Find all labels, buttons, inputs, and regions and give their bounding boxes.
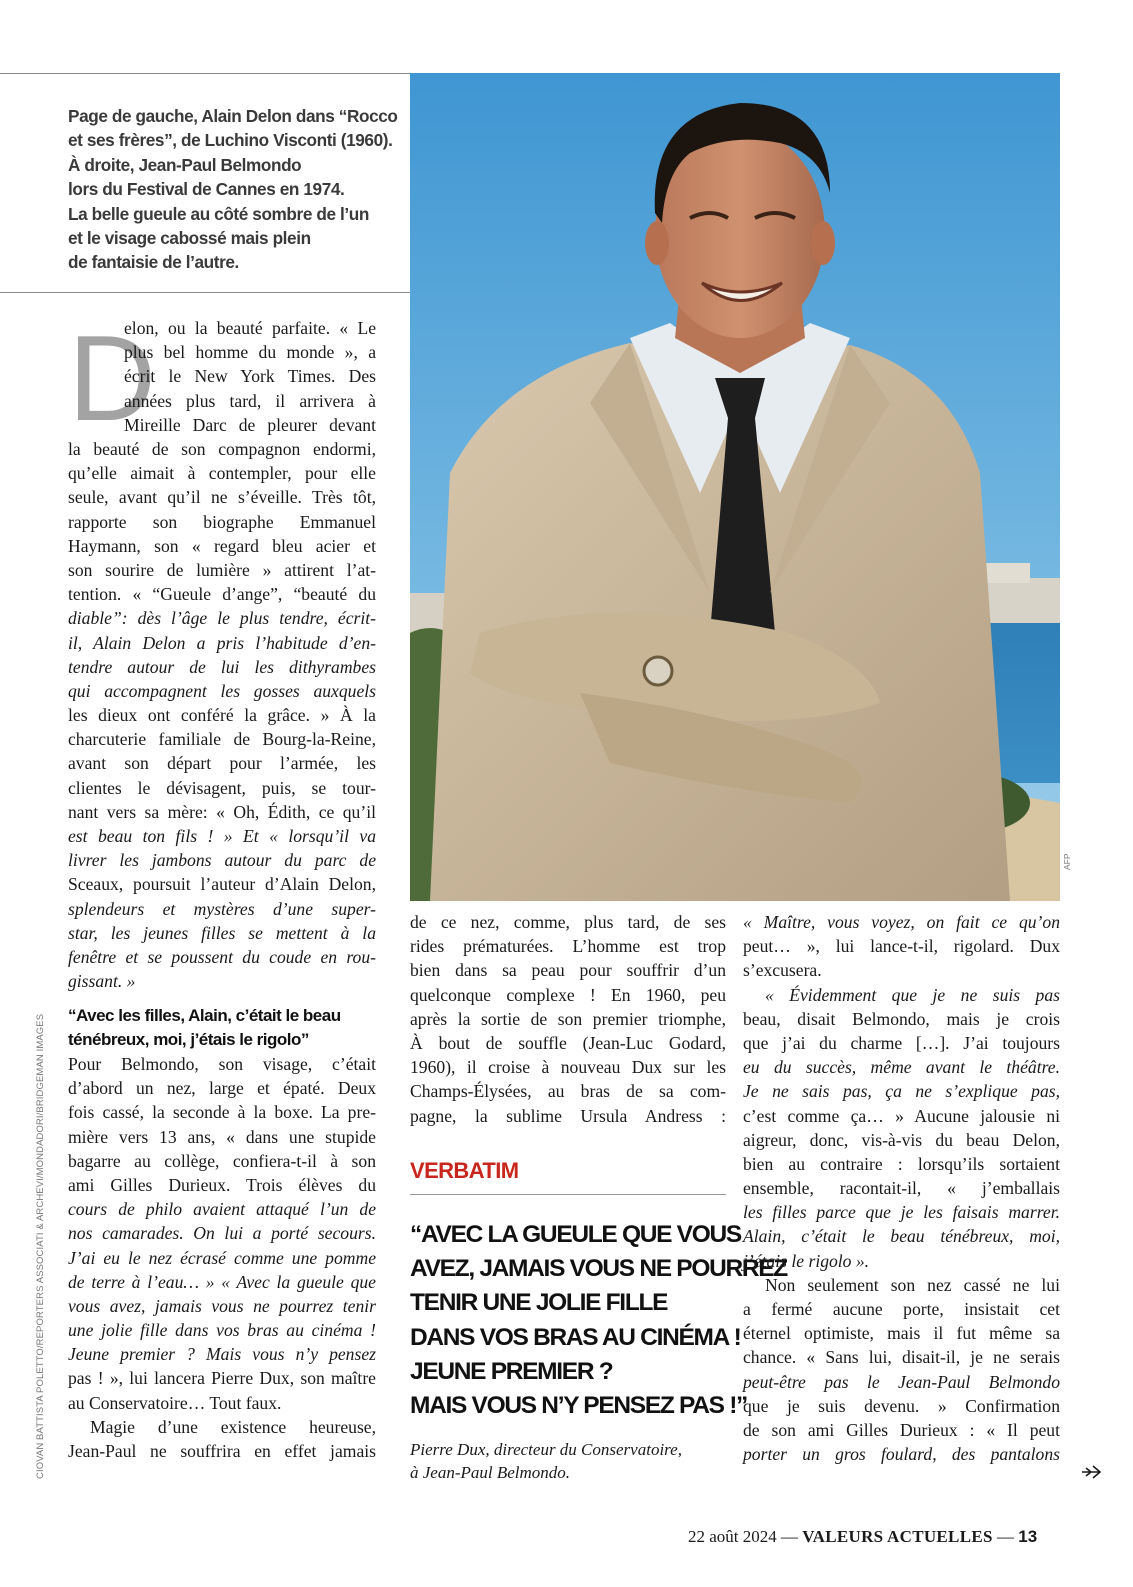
text-line: diable”: dès l’âge le plus tendre, écrit-: [68, 608, 376, 629]
text-line: Magie d’une existence heureuse,: [90, 1416, 376, 1437]
caption-line: de fantaisie de l’autre.: [68, 252, 239, 273]
text-line: peut… », lui lance-t-il, rigolard. Dux: [743, 936, 1060, 957]
caption-line: La belle gueule au côté sombre de l’un: [68, 203, 369, 224]
text-line: de son ami Gilles Durieux : « Il peut: [743, 1419, 1060, 1440]
footer-separator: —: [996, 1527, 1014, 1546]
column-2: [410, 910, 726, 1128]
text-line: Je ne sais pas, ça ne s’explique pas,: [743, 1081, 1060, 1102]
text-line: livrer les jambons autour du parc de: [68, 850, 376, 871]
caption-line: lors du Festival de Cannes en 1974.: [68, 179, 345, 200]
footer-date: 22 août 2024: [688, 1527, 777, 1546]
text-line: eu du succès, même avant le théâtre.: [743, 1057, 1060, 1078]
text-line: bien dans sa peau pour souffrir d’un: [410, 960, 726, 981]
quote-line: TENIR UNE JOLIE FILLE: [410, 1289, 668, 1317]
text-line: mière vers 13 ans, « dans une stupide: [68, 1126, 376, 1147]
top-rule: [0, 73, 410, 74]
text-line: Alain, c’était le beau ténébreux, moi,: [743, 1226, 1060, 1247]
text-line: au Conservatoire… Tout faux.: [68, 1392, 282, 1413]
photo-credit: AFP: [1062, 853, 1072, 870]
text-line: années plus tard, il arrivera à: [124, 390, 376, 411]
text-line: Non seulement son nez cassé ne lui: [765, 1274, 1060, 1295]
text-line: chance. « Sans lui, disait-il, je ne serais: [743, 1347, 1060, 1368]
text-line: c’est comme ça… » Aucune jalousie ni: [743, 1105, 1060, 1126]
column-3: [743, 910, 1060, 1466]
text-line: son sourire de lumière » attirent l’at-: [68, 559, 376, 580]
text-line: tendre autour de lui les dithyrambes: [68, 656, 376, 677]
verbatim-rule: [410, 1194, 726, 1195]
attribution-line: Pierre Dux, directeur du Conservatoire,: [410, 1440, 682, 1459]
text-line: À bout de souffle (Jean-Luc Godard,: [410, 1032, 726, 1053]
text-line: de terre à l’eau… » « Avec la gueule que: [68, 1271, 376, 1292]
attribution-line: à Jean-Paul Belmondo.: [410, 1463, 571, 1482]
text-line: clientes le dévisagent, puis, se tour-: [68, 777, 376, 798]
subhead-line: ténébreux, moi, j’étais le rigolo”: [68, 1030, 309, 1050]
text-line: les dieux ont conféré la grâce. » À la: [68, 705, 376, 726]
text-line: splendeurs et mystères d’une super-: [68, 898, 376, 919]
text-line: nos camarades. On lui a porté secours.: [68, 1223, 376, 1244]
text-line: gissant. »: [68, 971, 136, 992]
text-line: plus bel homme du monde », a: [124, 342, 376, 363]
footer-publication: VALEURS ACTUELLES: [802, 1527, 993, 1546]
text-line: charcuterie familiale de Bourg-la-Reine,: [68, 729, 376, 750]
text-line: « Évidemment que je ne suis pas: [765, 984, 1060, 1005]
text-line: s’excusera.: [743, 960, 822, 981]
quote-line: “AVEC LA GUEULE QUE VOUS: [410, 1221, 741, 1248]
side-photo-credit: CIOVAN BATTISTA POLETTO/REPORTERS ASSOCIATI & ARCHEVI/MONDADORI/BRIDGEMAN IMAGES: [35, 1013, 46, 1479]
text-line: seule, avant qu’il ne s’éveille. Très tôt,: [68, 487, 376, 508]
text-line: ensemble, racontait-il, « j’emballais: [743, 1178, 1060, 1199]
text-line: d’abord un nez, large et épaté. Deux: [68, 1078, 376, 1099]
text-line: cours de philo avaient attaqué l’un de: [68, 1199, 376, 1220]
column-1-body: [68, 437, 376, 993]
subhead-line: “Avec les filles, Alain, c’était le beau: [68, 1006, 341, 1025]
text-line: bagarre au collège, confiera-t-il à son: [68, 1150, 376, 1171]
text-line: quelconque complexe ! En 1960, peu: [410, 984, 726, 1005]
caption-line: Page de gauche, Alain Delon dans “Rocco: [68, 106, 398, 126]
text-line: fois cassé, la seconde à la boxe. La pre-: [68, 1102, 376, 1123]
text-line: nant vers sa mère: « Oh, Édith, ce qu’il: [68, 801, 376, 822]
page-number: 13: [1018, 1527, 1038, 1546]
text-line: pagne, la sublime Ursula Andress :: [410, 1105, 726, 1126]
continue-arrow-icon: [1082, 1465, 1102, 1479]
text-line: la beauté de son compagnon endormi,: [68, 439, 376, 459]
text-line: rides prématurées. L’homme est trop: [410, 936, 726, 957]
caption-line: À droite, Jean-Paul Belmondo: [68, 154, 302, 175]
text-line: qui accompagnent les gosses auxquels: [68, 680, 376, 701]
text-line: vous avez, jamais vous ne pourrez tenir: [68, 1295, 376, 1316]
text-line: une jolie fille dans vos bras au cinéma !: [68, 1320, 376, 1341]
pull-quote: [410, 1218, 787, 1423]
text-line: Mireille Darc de pleurer devant: [124, 414, 376, 435]
text-line: de ce nez, comme, plus tard, de ses: [410, 912, 726, 932]
text-line: 1960), il croise à nouveau Dux sur les: [410, 1057, 726, 1078]
text-line: j’étais le rigolo ».: [743, 1250, 870, 1271]
text-line: éternel optimiste, mais il fut même sa: [743, 1323, 1060, 1344]
drop-cap: D: [68, 310, 157, 446]
text-line: fenêtre et se poussent du coude en rou-: [68, 946, 376, 967]
text-line: Jeune premier ? Mais vous n’y pensez: [68, 1344, 376, 1365]
quote-line: MAIS VOUS N’Y PENSEZ PAS !”: [410, 1392, 748, 1420]
text-line: les filles parce que je les faisais marrer.: [743, 1202, 1060, 1223]
text-line: il, Alain Delon a pris l’habitude d’en-: [68, 632, 376, 653]
quote-line: AVEZ, JAMAIS VOUS NE POURREZ: [410, 1255, 787, 1283]
text-line: J’ai eu le nez écrasé comme une pomme: [68, 1247, 376, 1268]
text-line: ami Gilles Durieux. Trois élèves du: [68, 1174, 376, 1195]
text-line: aigreur, donc, vis-à-vis du beau Delon,: [743, 1129, 1060, 1150]
quote-line: DANS VOS BRAS AU CINÉMA !: [410, 1323, 741, 1351]
quote-attribution: [410, 1438, 730, 1484]
text-line: avant son départ pour l’armée, les: [68, 753, 376, 774]
text-line: après la sortie de son premier triomphe,: [410, 1008, 726, 1029]
column-1-second: [68, 1052, 376, 1463]
text-line: Haymann, son « regard bleu acier et: [68, 535, 376, 556]
text-line: tention. « “Gueule d’ange”, “beauté du: [68, 584, 376, 605]
text-line: que j’ai du charme […]. J’ai toujours: [743, 1032, 1060, 1053]
text-line: « Maître, vous voyez, on fait ce qu’on: [743, 912, 1060, 932]
text-line: écrit le New York Times. Des: [124, 366, 376, 387]
page-footer: [688, 1527, 1037, 1547]
text-line: a fermé aucune porte, insistait cet: [743, 1299, 1060, 1319]
footer-separator: —: [781, 1527, 799, 1546]
text-line: porter un gros foulard, des pantalons: [743, 1444, 1060, 1465]
text-line: peut-être pas le Jean-Paul Belmondo: [743, 1371, 1060, 1392]
text-line: Pour Belmondo, son visage, c’était: [68, 1054, 376, 1074]
text-line: Champs-Élysées, au bras de sa com-: [410, 1081, 726, 1102]
text-line: star, les jeunes filles se mettent à la: [68, 922, 376, 943]
text-line: rapporte son biographe Emmanuel: [68, 511, 376, 532]
text-line: que je suis devenu. » Confirmation: [743, 1395, 1060, 1416]
verbatim-label: VERBATIM: [410, 1158, 519, 1183]
caption-rule: [0, 292, 410, 293]
text-line: est beau ton fils ! » Et « lorsqu’il va: [68, 826, 376, 846]
text-line: Sceaux, poursuit l’auteur d’Alain Delon,: [68, 874, 376, 895]
text-line: qu’elle aimait à contempler, pour elle: [68, 463, 376, 484]
belmondo-photo: [410, 73, 1060, 901]
text-line: elon, ou la beauté parfaite. « Le: [124, 318, 376, 338]
text-line: pas ! », lui lancera Pierre Dux, son maître: [68, 1368, 376, 1389]
text-line: bien au contraire : lorsqu’ils sortaient: [743, 1153, 1060, 1174]
text-line: beau, disait Belmondo, mais je crois: [743, 1008, 1060, 1029]
quote-line: JEUNE PREMIER ?: [410, 1357, 613, 1385]
text-line: Jean-Paul ne souffrira en effet jamais: [68, 1441, 376, 1461]
caption-line: et ses frères”, de Luchino Visconti (1960).: [68, 130, 393, 151]
column-1-top: [124, 316, 376, 437]
caption-line: et le visage cabossé mais plein: [68, 228, 311, 249]
section-subhead: [68, 1004, 388, 1052]
photo-caption: [68, 104, 398, 275]
